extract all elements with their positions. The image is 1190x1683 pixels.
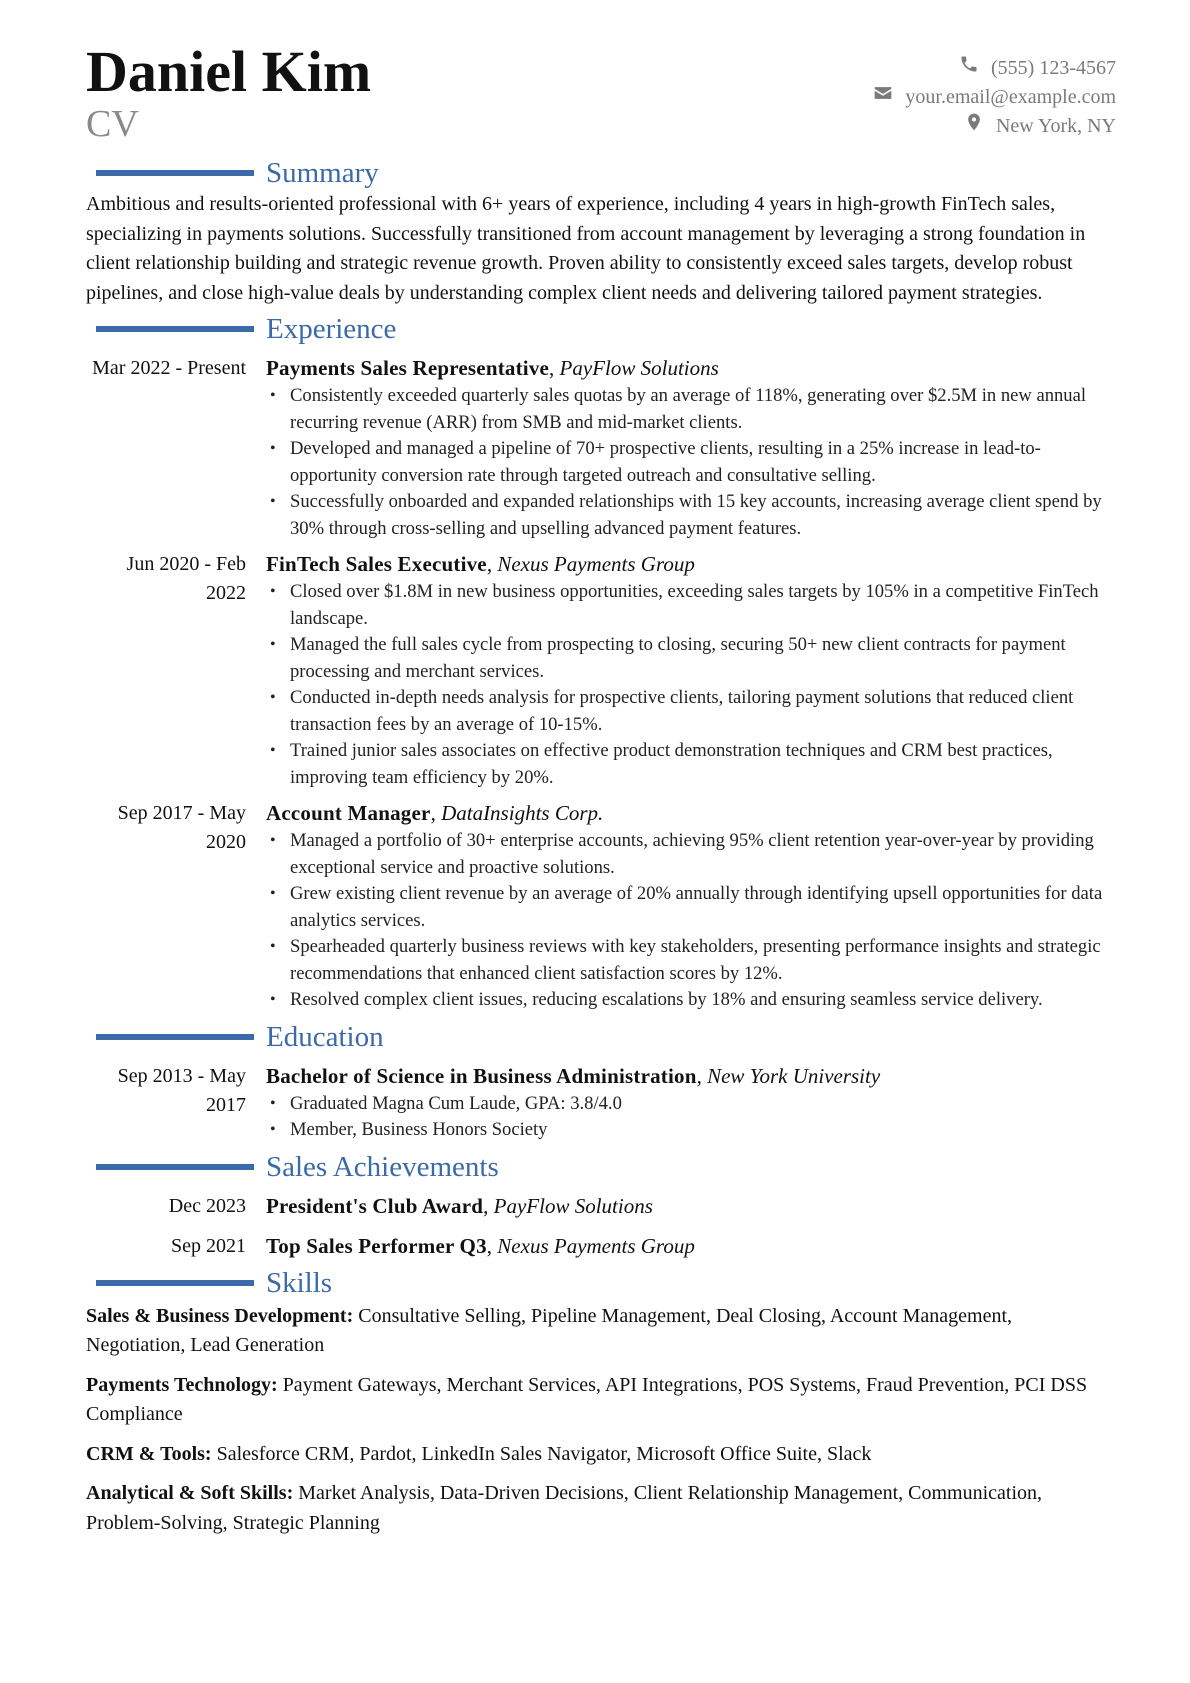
section-accent-bar — [96, 1034, 254, 1040]
envelope-icon — [873, 83, 893, 112]
bullet-item: • Graduated Magna Cum Laude, GPA: 3.8/4.0 — [266, 1091, 1116, 1118]
cv-header — [86, 40, 1116, 160]
separator: , — [483, 1193, 494, 1218]
experience-section-header — [86, 312, 1116, 346]
bullet-item: • Grew existing client revenue by an average of 20% annually through identifying upsell opportunities for data analytics services. — [266, 881, 1116, 934]
job-entry — [86, 354, 1116, 542]
bullet-item: • Resolved complex client issues, reducing escalations by 18% and ensuring seamless service delivery. — [266, 987, 1116, 1014]
section-title: Summary — [266, 157, 379, 189]
bullet-item: • Trained junior sales associates on effective product demonstration techniques and CRM best practices, improving team efficiency by 20%. — [266, 738, 1116, 791]
skill-values: Payment Gateways, Merchant Services, API Integrations, POS Systems, Fraud Prevention, PCI DSS Compliance — [86, 1373, 1088, 1425]
skills-list — [86, 1302, 1116, 1539]
contact-info — [873, 54, 1116, 141]
job-heading — [266, 550, 1116, 579]
contact-phone — [873, 54, 1116, 83]
degree-entry — [86, 1062, 1116, 1144]
achievement-title: Top Sales Performer Q3 — [266, 1233, 487, 1258]
summary-section-header — [86, 156, 1116, 190]
skills-section-header — [86, 1266, 1116, 1300]
job-body — [266, 799, 1116, 1014]
achievement-entry — [86, 1228, 1116, 1264]
section-accent-bar — [96, 1280, 254, 1286]
degree-date: Sep 2013 - May 2017 — [117, 1064, 246, 1116]
job-body — [266, 550, 1116, 791]
education-section-header — [86, 1020, 1116, 1054]
bullet-item: • Member, Business Honors Society — [266, 1117, 1116, 1144]
degree-title: Bachelor of Science in Business Administration — [266, 1063, 697, 1088]
skill-values: Salesforce CRM, Pardot, LinkedIn Sales Navigator, Microsoft Office Suite, Slack — [211, 1442, 872, 1465]
job-date: Mar 2022 - Present — [92, 357, 246, 379]
skill-group — [86, 1479, 1116, 1538]
skill-values: Market Analysis, Data-Driven Decisions, Client Relationship Management, Communication, Problem-Solving, Strategic Planning — [86, 1482, 1042, 1534]
job-entry — [86, 550, 1116, 791]
section-title: Skills — [266, 1266, 333, 1299]
experience-list — [86, 354, 1116, 1014]
person-name: Daniel Kim — [86, 39, 372, 104]
cv-page — [86, 40, 1116, 1548]
bullet-item: • Spearheaded quarterly business reviews with key stakeholders, presenting performance insights and strategic recommendations that enhanced client satisfaction scores by 12%. — [266, 934, 1116, 987]
degree-organization: New York University — [707, 1063, 881, 1088]
achievement-title: President's Club Award — [266, 1193, 484, 1218]
job-body — [266, 354, 1116, 542]
skill-group — [86, 1302, 1116, 1361]
phone-icon — [959, 54, 979, 83]
document-subtitle: CV — [86, 103, 139, 145]
map-pin-icon — [964, 112, 984, 141]
job-title: FinTech Sales Executive — [266, 552, 487, 576]
achievement-date: Sep 2021 — [171, 1234, 246, 1257]
summary-text: Ambitious and results-oriented professional with 6+ years of experience, including 4 years in high-growth FinTech sales, specializing in payments solutions. Successfully transitioned from account management by leveraging a strong foundation in client relationship building and strategic revenue growth. Proven ability to consistently exceed sales targets, develop robust pipelines, and close high-value deals by understanding complex client needs and delivering tailored payment strategies. — [86, 193, 1086, 304]
achievements-section-header — [86, 1150, 1116, 1184]
achievement-heading — [266, 1228, 695, 1264]
achievement-organization: PayFlow Solutions — [493, 1193, 653, 1218]
job-heading — [266, 354, 1116, 383]
bullet-item: • Consistently exceeded quarterly sales quotas by an average of 118%, generating over $2.5M in new annual recurring revenue (ARR) from SMB and mid-market clients. — [266, 383, 1116, 436]
bullet-item: • Conducted in-depth needs analysis for prospective clients, tailoring payment solutions that reduced client transaction fees by an average of 10-15%. — [266, 685, 1116, 738]
achievement-heading — [266, 1188, 653, 1224]
education-list — [86, 1062, 1116, 1144]
job-organization: DataInsights Corp. — [441, 801, 604, 825]
job-date: Jun 2020 - Feb 2022 — [126, 553, 246, 604]
job-title: Account Manager — [266, 801, 431, 825]
section-accent-bar — [96, 326, 254, 332]
bullet-item: • Closed over $1.8M in new business opportunities, exceeding sales targets by 105% in a competitive FinTech landscape. — [266, 579, 1116, 632]
bullet-item: • Developed and managed a pipeline of 70+ prospective clients, resulting in a 25% increase in lead-to-opportunity conversion rate through targeted outreach and consultative selling. — [266, 436, 1116, 489]
job-entry — [86, 799, 1116, 1014]
bullet-item: • Successfully onboarded and expanded relationships with 15 key accounts, increasing average client spend by 30% through cross-selling and upselling advanced payment features. — [266, 489, 1116, 542]
achievement-date: Dec 2023 — [168, 1194, 246, 1217]
achievements-list — [86, 1188, 1116, 1264]
skill-group — [86, 1371, 1116, 1430]
job-title: Payments Sales Representative — [266, 356, 550, 380]
job-date: Sep 2017 - May 2020 — [117, 802, 246, 853]
job-organization: Nexus Payments Group — [497, 552, 695, 576]
section-accent-bar — [96, 1164, 254, 1170]
separator: , — [430, 801, 442, 825]
job-heading — [266, 799, 1116, 828]
phone-number[interactable]: (555) 123-4567 — [991, 57, 1116, 79]
skill-category: Payments Technology: — [86, 1373, 278, 1396]
degree-bullet-list — [266, 1091, 1116, 1144]
skill-group — [86, 1440, 1116, 1470]
contact-email — [873, 83, 1116, 112]
section-accent-bar — [96, 170, 254, 176]
section-title: Experience — [266, 313, 397, 345]
bullet-item: • Managed a portfolio of 30+ enterprise accounts, achieving 95% client retention year-over-year by providing exceptional service and proactive solutions. — [266, 828, 1116, 881]
separator: , — [486, 552, 498, 576]
skill-category: Sales & Business Development: — [86, 1304, 354, 1327]
separator: , — [549, 356, 560, 380]
contact-location — [873, 112, 1116, 141]
bullet-item: • Managed the full sales cycle from prospecting to closing, securing 50+ new client contracts for payment processing and merchant services. — [266, 632, 1116, 685]
job-bullet-list — [266, 579, 1116, 791]
job-bullet-list — [266, 383, 1116, 542]
skill-category: Analytical & Soft Skills: — [86, 1482, 294, 1504]
separator: , — [696, 1063, 708, 1088]
degree-body — [266, 1062, 1116, 1144]
skill-values: Consultative Selling, Pipeline Management, Deal Closing, Account Management, Negotiation, Lead Generation — [86, 1304, 1013, 1356]
separator: , — [486, 1233, 498, 1258]
location-text: New York, NY — [995, 115, 1116, 137]
degree-heading — [266, 1062, 1116, 1091]
skill-category: CRM & Tools: — [86, 1442, 212, 1465]
achievement-entry — [86, 1188, 1116, 1224]
job-bullet-list — [266, 828, 1116, 1014]
section-title: Sales Achievements — [266, 1150, 499, 1183]
section-title: Education — [266, 1020, 384, 1053]
email-address[interactable]: your.email@example.com — [905, 86, 1116, 108]
job-organization: PayFlow Solutions — [559, 356, 719, 380]
achievement-organization: Nexus Payments Group — [497, 1233, 695, 1258]
